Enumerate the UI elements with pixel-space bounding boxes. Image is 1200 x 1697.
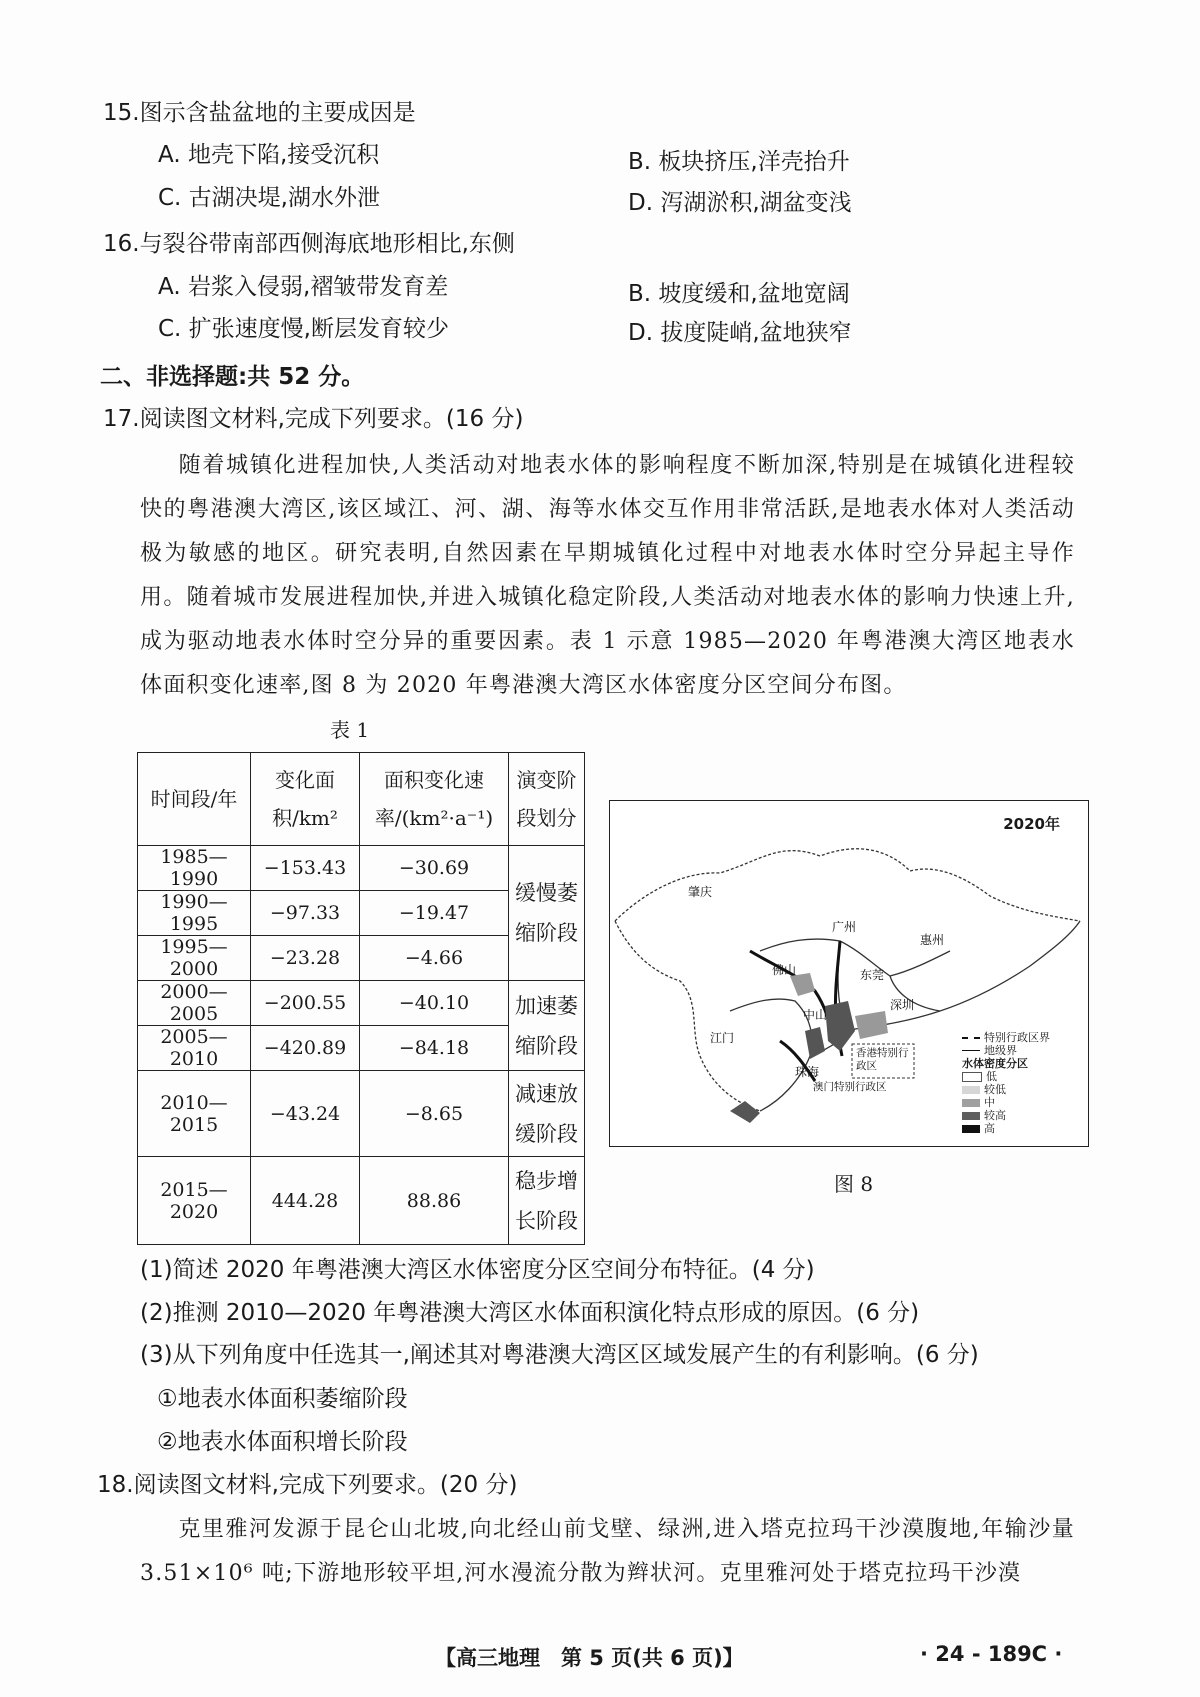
map-legend [962,1031,1050,1135]
table-cell-area: −200.55 [251,981,360,1026]
q17-passage-text: 随着城镇化进程加快,人类活动对地表水体的影响程度不断加深,特别是在城镇化进程较快的粤港澳大湾区,该区域江、河、湖、海等水体交互作用非常活跃,是地表水体对人类活动极为敏感的地区。研究表明,自然因素在早期城镇化过程中对地表水体时空分异起主导作用。随着城市发展进程加快,并进入城镇化稳定阶段,人类活动对地表水体的影响力快速上升,成为驱动地表水体时空分异的重要因素。表 1 示意 1985—2020 年粤港澳大湾区地表水体面积变化速率,图 8 为 2020 年粤港澳大湾区水体密度分区空间分布图。 [140,453,1075,698]
map-year: 2020年 [1003,815,1060,833]
table-cell-area: −97.33 [251,891,360,936]
legend-line-swatch [962,1037,980,1039]
table-cell-rate: −4.66 [360,936,509,981]
legend-item [962,1122,1050,1135]
legend-line-swatch [962,1050,980,1051]
q17-option1: ①地表水体面积萎缩阶段 [157,1386,408,1412]
table-cell-period: 2015—2020 [138,1157,251,1245]
city-label: 深圳 [890,998,915,1012]
table-cell-period: 1990—1995 [138,891,251,936]
legend-item [962,1044,1050,1057]
q17-sub2: (2)推测 2010—2020 年粤港澳大湾区水体面积演化特点形成的原因。(6 分) [140,1300,920,1326]
table-cell-stage: 减速放缓阶段 [509,1071,585,1157]
table-cell-area: −153.43 [251,846,360,891]
legend-swatch [962,1099,980,1107]
city-label: 肇庆 [688,885,713,899]
figure8-map [609,800,1089,1147]
table-cell-period: 1995—2000 [138,936,251,981]
city-label: 东莞 [860,968,885,982]
table-header-period: 时间段/年 [138,753,251,846]
table-header-area: 变化面积/km² [251,753,360,846]
legend-label: 低 [986,1070,997,1083]
legend-item [962,1031,1050,1044]
q17-option2: ②地表水体面积增长阶段 [157,1429,408,1455]
macau-label: 澳门特别行政区 [813,1081,887,1093]
city-label: 珠海 [795,1065,820,1079]
legend-label: 中 [984,1096,995,1109]
table-cell-area: −420.89 [251,1026,360,1071]
table-cell-stage: 加速萎缩阶段 [509,981,585,1071]
q16-option-b: B. 坡度缓和,盆地宽阔 [628,281,850,307]
q18-passage [140,1508,1075,1596]
table-cell-area: 444.28 [251,1157,360,1245]
legend-swatch [962,1072,982,1082]
legend-item [962,1109,1050,1122]
table-row [138,1071,585,1157]
city-label: 广州 [832,920,857,934]
legend-label: 特别行政区界 [984,1031,1050,1044]
table-cell-rate: −84.18 [360,1026,509,1071]
table-cell-area: −43.24 [251,1071,360,1157]
legend-label: 高 [984,1122,995,1135]
table-row [138,981,585,1026]
q16-stem: 16.与裂谷带南部西侧海底地形相比,东侧 [103,231,515,257]
table-cell-period: 2005—2010 [138,1026,251,1071]
legend-label: 较高 [984,1109,1006,1122]
q15-option-b: B. 板块挤压,洋壳抬升 [628,149,850,175]
q15-option-c: C. 古湖决堤,湖水外泄 [158,185,380,211]
table-cell-rate: −19.47 [360,891,509,936]
table-cell-rate: −8.65 [360,1071,509,1157]
q18-passage-text: 克里雅河发源于昆仑山北坡,向北经山前戈壁、绿洲,进入塔克拉玛干沙漠腹地,年输沙量 3.51×10⁶ 吨;下游地形较平坦,河水漫流分散为辫状河。克里雅河处于塔克拉玛干沙漠 [140,1517,1075,1586]
q15-option-d: D. 泻湖淤积,湖盆变浅 [628,190,852,216]
table-cell-rate: −30.69 [360,846,509,891]
legend-swatch [962,1112,980,1120]
city-label: 惠州 [920,933,945,947]
q17-stem: 17.阅读图文材料,完成下列要求。(16 分) [103,406,524,432]
table-row [138,1157,585,1245]
legend-label: 较低 [984,1083,1006,1096]
page-footer: 【高三地理 第 5 页(共 6 页)】 [435,1646,744,1670]
legend-item [962,1083,1050,1096]
table-cell-rate: 88.86 [360,1157,509,1245]
q18-stem: 18.阅读图文材料,完成下列要求。(20 分) [97,1472,518,1498]
legend-label: 地级界 [984,1044,1017,1057]
q17-sub3: (3)从下列角度中任选其一,阐述其对粤港澳大湾区区域发展产生的有利影响。(6 分) [140,1342,979,1368]
q16-option-d: D. 拔度陡峭,盆地狭窄 [628,320,852,346]
q16-option-c: C. 扩张速度慢,断层发育较少 [158,316,449,342]
legend-swatch [962,1125,980,1133]
city-label: 江门 [710,1031,735,1045]
q15-stem: 15.图示含盐盆地的主要成因是 [103,100,416,126]
table1-caption: 表 1 [330,718,370,742]
table1 [137,752,585,1245]
legend-item [962,1070,1050,1083]
table-cell-area: −23.28 [251,936,360,981]
section-heading: 二、非选择题:共 52 分。 [100,364,365,390]
city-label: 佛山 [772,963,797,977]
q17-sub1: (1)简述 2020 年粤港澳大湾区水体密度分区空间分布特征。(4 分) [140,1257,815,1283]
legend-title: 水体密度分区 [962,1057,1028,1070]
table-cell-period: 2010—2015 [138,1071,251,1157]
table-cell-stage: 稳步增长阶段 [509,1157,585,1245]
page-code: · 24 - 189C · [920,1642,1063,1666]
legend-item [962,1096,1050,1109]
q17-passage [140,444,1075,708]
table-cell-period: 1985—1990 [138,846,251,891]
figure8-caption: 图 8 [834,1172,874,1196]
table-header-rate: 面积变化速率/(km²·a⁻¹) [360,753,509,846]
table-header-stage: 演变阶段划分 [509,753,585,846]
table-row [138,846,585,891]
q15-option-a: A. 地壳下陷,接受沉积 [158,142,380,168]
city-label: 中山 [803,1008,828,1022]
hk-label: 香港特别行政区 [856,1047,909,1072]
table-cell-rate: −40.10 [360,981,509,1026]
table-cell-period: 2000—2005 [138,981,251,1026]
legend-swatch [962,1086,980,1094]
q16-option-a: A. 岩浆入侵弱,褶皱带发育差 [158,274,449,300]
table-cell-stage: 缓慢萎缩阶段 [509,846,585,981]
